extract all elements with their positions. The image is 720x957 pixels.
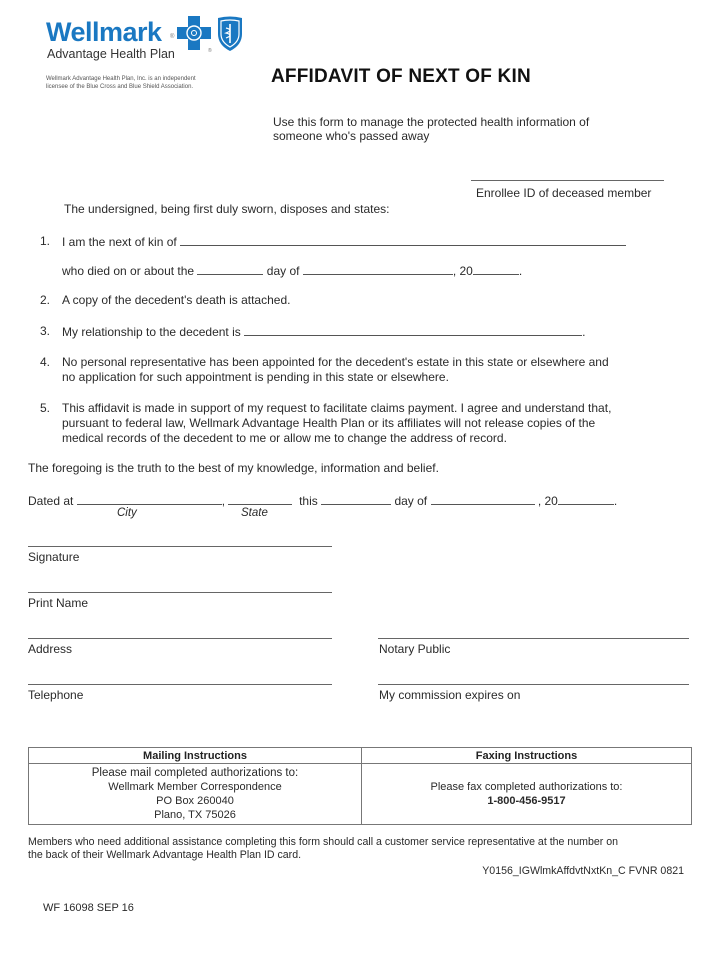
page-title: AFFIDAVIT OF NEXT OF KIN [271,66,531,87]
item-3-line [62,324,585,340]
mailing-line-4: Plano, TX 75026 [154,809,236,821]
item-1-number: 1. [40,234,51,248]
faxing-line-1: Please fax completed authorizations to: [430,781,623,793]
subtitle-line2: someone who's passed away [273,129,430,143]
fax-number[interactable]: 1-800-456-9517 [487,795,566,807]
form-code: Y0156_IGWlmkAffdvtNxtKn_C FVNR 0821 [482,865,684,877]
item-2-number: 2. [40,293,51,307]
blue-cross-icon [177,16,211,50]
faxing-instructions-cell [362,764,692,825]
logo [46,16,256,100]
death-day-field[interactable] [197,263,263,275]
item-5-number: 5. [40,401,51,415]
form-number: WF 16098 SEP 16 [43,902,134,914]
notary-public-field[interactable] [378,638,689,639]
signing-year-field[interactable] [558,493,614,505]
state-field[interactable] [228,493,292,505]
notary-public-label: Notary Public [379,642,451,656]
item-5-line3: medical records of the decedent to me or allow me to change the address of record. [62,431,507,445]
dated-at-label: Dated at [28,494,74,508]
mailing-instructions-cell [29,764,362,825]
signing-month-field[interactable] [431,493,535,505]
city-field[interactable] [77,493,222,505]
address-field[interactable] [28,638,332,639]
enrollee-id-field[interactable] [471,180,664,181]
signature-label: Signature [28,550,80,564]
comma: , [221,494,226,508]
telephone-label: Telephone [28,688,84,702]
telephone-field[interactable] [28,684,332,685]
assistance-line2: the back of their Wellmark Advantage Health Plan ID card. [28,849,302,861]
mailing-line-2: Wellmark Member Correspondence [108,781,282,793]
commission-expires-field[interactable] [378,684,689,685]
intro-statement: The undersigned, being first duly sworn, disposes and states: [64,202,390,216]
day-of-label: day of [394,494,428,508]
period: . [518,264,523,278]
day-of-label: day of [266,264,300,278]
this-label: this [299,494,318,508]
print-name-field[interactable] [28,592,332,593]
commission-expires-label: My commission expires on [379,688,521,702]
year-prefix-label: , 20 [452,264,473,278]
item-2-text: A copy of the decedent's death is attached. [62,293,291,307]
period: . [613,494,618,508]
blue-shield-icon [216,16,244,52]
registered-mark: ® [208,48,212,54]
item-1-line2 [62,263,522,279]
logo-product: Advantage Health Plan [47,47,175,61]
city-label: City [117,507,137,519]
death-year-field[interactable] [473,263,519,275]
relationship-label: My relationship to the decedent is [62,325,241,339]
item-5-line1: This affidavit is made in support of my request to facilitate claims payment. I agree and understand that, [62,401,612,415]
relationship-field[interactable] [244,324,582,336]
mailing-line-3: PO Box 260040 [156,795,234,807]
trademark-mark: ® [170,34,175,40]
subtitle-line1: Use this form to manage the protected health information of [273,115,590,129]
mailing-instructions-header: Mailing Instructions [29,748,362,764]
period: . [582,325,586,339]
logo-disclaimer-line1: Wellmark Advantage Health Plan, Inc. is an independent [46,76,196,82]
death-month-field[interactable] [303,263,453,275]
item-4-line2: no application for such appointment is pending in this state or elsewhere. [62,370,449,384]
item-5-line2: pursuant to federal law, Wellmark Advantage Health Plan or its affiliates will not release copies of the [62,416,596,430]
mailing-line-1: Please mail completed authorizations to: [91,767,299,779]
item-4-line1: No personal representative has been appointed for the decedent's estate in this state or elsewhere and [62,355,609,369]
item-4-number: 4. [40,355,51,369]
item-3-number: 3. [40,324,51,338]
print-name-label: Print Name [28,596,89,610]
next-of-kin-field[interactable] [180,234,626,246]
address-label: Address [28,642,73,656]
signature-field[interactable] [28,546,332,547]
logo-brand: Wellmark [46,17,162,47]
enrollee-id-label: Enrollee ID of deceased member [476,186,652,200]
signing-day-field[interactable] [321,493,391,505]
logo-disclaimer-line2: licensee of the Blue Cross and Blue Shield Association. [46,84,194,90]
died-on-label: who died on or about the [62,264,195,278]
assistance-line1: Members who need additional assistance completing this form should call a customer service representative at the number on [28,836,619,848]
foregoing-statement: The foregoing is the truth to the best of my knowledge, information and belief. [28,461,439,475]
item-1-prefix: I am the next of kin of [62,235,177,249]
state-label: State [241,507,268,519]
item-1-line1 [62,234,626,250]
instructions-table [28,747,692,825]
faxing-instructions-header: Faxing Instructions [362,748,692,764]
year-prefix-label: , 20 [537,494,558,508]
